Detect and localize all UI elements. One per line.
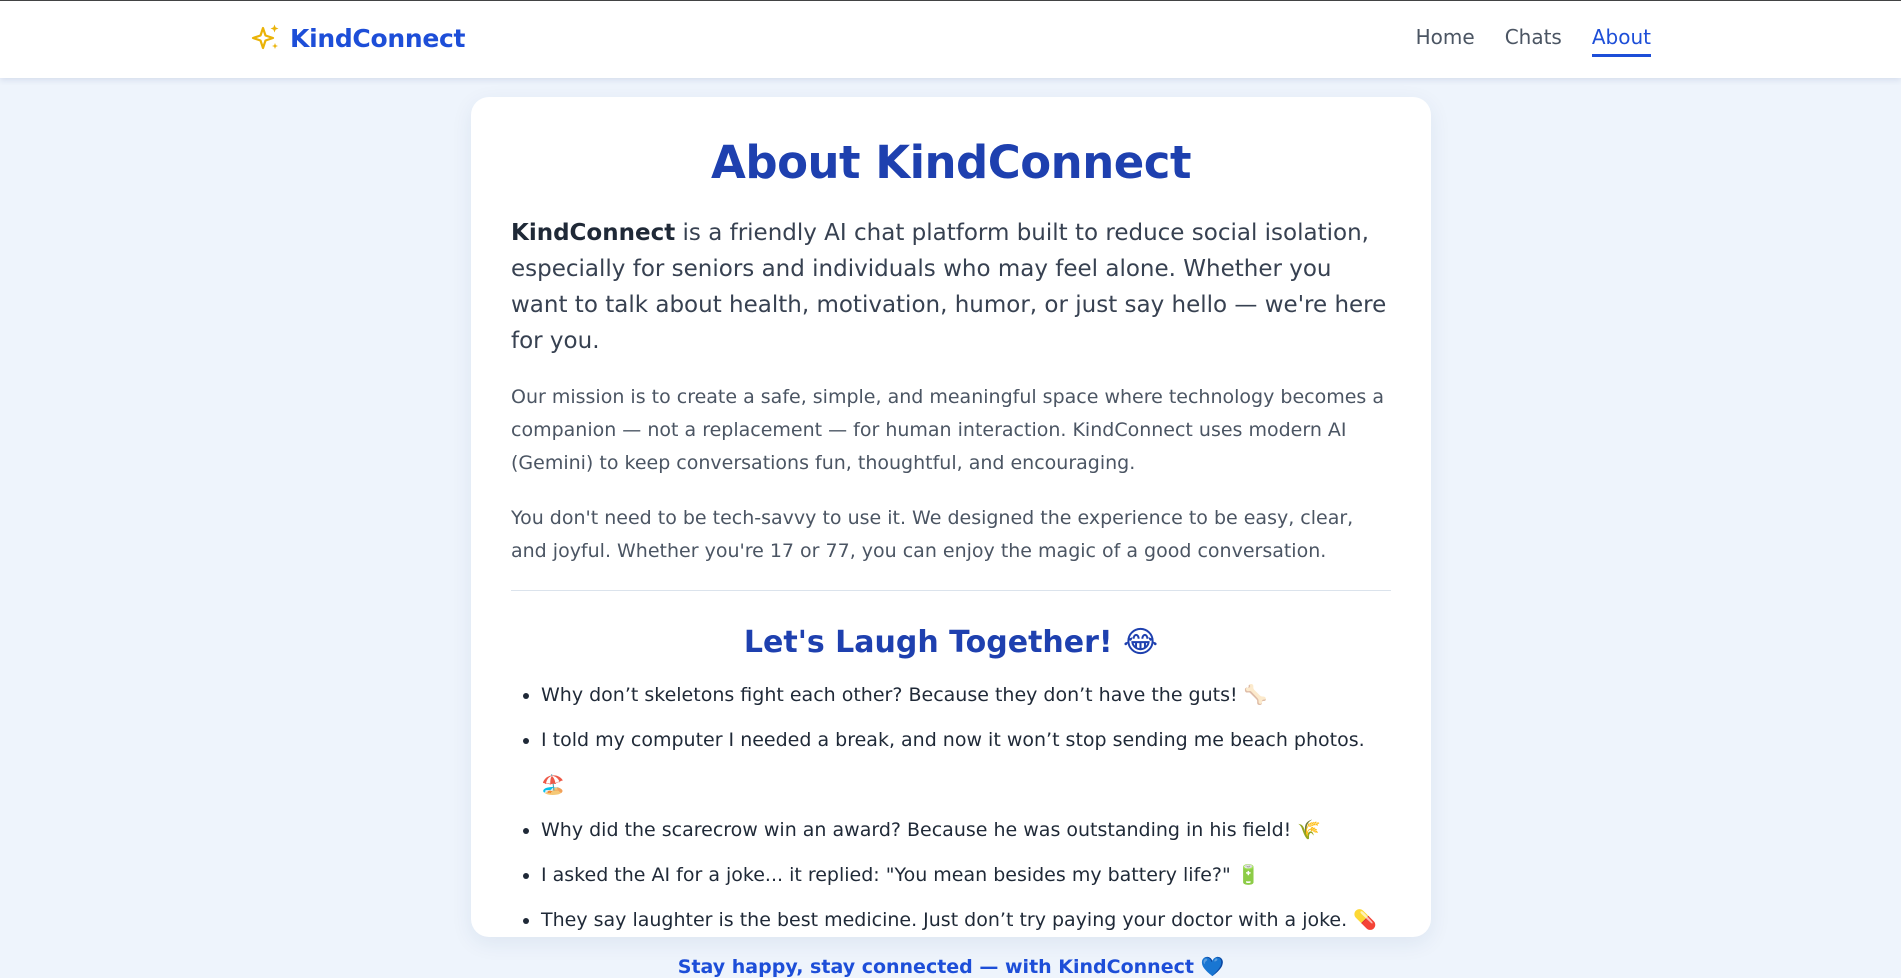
intro-paragraph xyxy=(511,215,1391,359)
accessibility-paragraph: You don't need to be tech-savvy to use it. We designed the experience to be easy, clear, and joyful. Whether you're 17 or 77, you can enjoy the magic of a good conversation. xyxy=(511,507,1354,562)
site-header xyxy=(0,1,1901,78)
brand-logo-link[interactable] xyxy=(250,22,465,54)
nav-about[interactable]: About xyxy=(1592,25,1651,57)
intro-brand-name: KindConnect xyxy=(511,220,676,246)
joke-item: • I told my computer I needed a break, and now it won’t stop sending me beach photos. 🏖️ xyxy=(541,718,1391,808)
section-divider xyxy=(511,590,1391,591)
mission-paragraph: Our mission is to create a safe, simple, and meaningful space where technology becomes a companion — not a replacement — for human interaction. KindConnect uses modern AI (Gemini) to keep conversations fun, thoughtful, and encouraging. xyxy=(511,386,1384,474)
joke-item: • I asked the AI for a joke... it replied: "You mean besides my battery life?" 🔋 xyxy=(541,853,1391,898)
laugh-section-title: Let's Laugh Together! 😂 xyxy=(743,625,1159,660)
closing-message: Stay happy, stay connected — with KindConnect 💙 xyxy=(677,956,1225,978)
joke-item: • They say laughter is the best medicine. Just don’t try paying your doctor with a joke. 💊 xyxy=(541,898,1391,943)
page-title: About KindConnect xyxy=(711,136,1191,189)
jokes-list xyxy=(511,673,1391,943)
nav-home[interactable]: Home xyxy=(1415,25,1475,49)
intro-text: is a friendly AI chat platform built to reduce social isolation, especially for seniors and individuals who may feel alone. Whether you want to talk about health, motivation, humor, or just say hello — we're here for you. xyxy=(511,220,1387,354)
sparkle-icon xyxy=(250,22,282,54)
nav-chats[interactable]: Chats xyxy=(1504,25,1562,49)
brand-name: KindConnect xyxy=(290,23,466,53)
main-nav xyxy=(1416,25,1651,57)
joke-item: • Why did the scarecrow win an award? Because he was outstanding in his field! 🌾 xyxy=(541,808,1391,853)
joke-item: • Why don’t skeletons fight each other? Because they don’t have the guts! 🦴 xyxy=(541,673,1391,718)
about-card xyxy=(471,97,1431,978)
